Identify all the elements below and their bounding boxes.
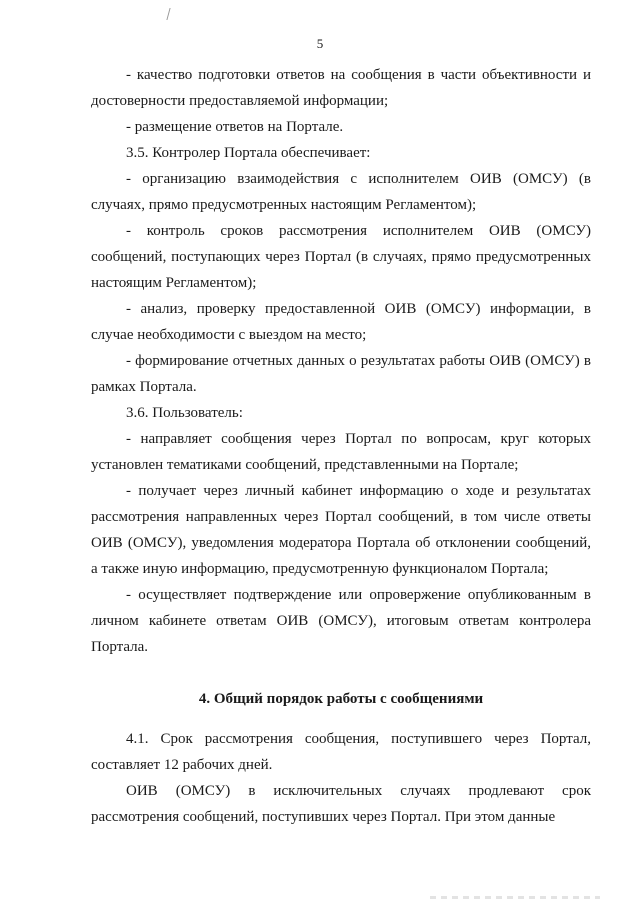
paragraph: 3.6. Пользователь:: [126, 405, 243, 421]
paragraph: - направляет сообщения через Портал по вопросам, круг которых установлен тематиками сообщений, представленными на Портале;: [91, 431, 591, 473]
paragraph: 4.1. Срок рассмотрения сообщения, поступившего через Портал, составляет 12 рабочих дней.: [91, 731, 591, 773]
document-body: [91, 62, 591, 830]
paragraph: - размещение ответов на Портале.: [126, 119, 344, 135]
paragraph: 3.5. Контролер Портала обеспечивает:: [126, 145, 371, 161]
page-number: 5: [316, 36, 324, 51]
paragraph: - организацию взаимодействия с исполнителем ОИВ (ОМСУ) (в случаях, прямо предусмотренных настоящим Регламентом);: [91, 171, 591, 213]
paragraph: - качество подготовки ответов на сообщения в части объективности и достоверности предоставляемой информации;: [91, 67, 591, 109]
paragraph: - осуществляет подтверждение или опровержение опубликованным в личном кабинете ответам ОИВ (ОМСУ), итоговым ответам контролера Портала.: [91, 587, 591, 655]
paragraph: - контроль сроков рассмотрения исполнителем ОИВ (ОМСУ) сообщений, поступающих через Портал (в случаях, прямо предусмотренных настоящим Регламентом);: [91, 223, 591, 291]
scan-mark: [166, 8, 176, 20]
paragraph: - получает через личный кабинет информацию о ходе и результатах рассмотрения направленных через Портал сообщений, в том числе ответы ОИВ (ОМСУ), уведомления модератора Портала об отклонении сообщений, а также иную информацию, предусмотренную функционалом Портала;: [91, 483, 591, 577]
scan-artifact: [430, 896, 600, 899]
paragraph: - анализ, проверку предоставленной ОИВ (ОМСУ) информации, в случае необходимости с выездом на место;: [91, 301, 591, 343]
section-heading: 4. Общий порядок работы с сообщениями: [198, 691, 484, 707]
paragraph: ОИВ (ОМСУ) в исключительных случаях продлевают срок рассмотрения сообщений, поступивших через Портал. При этом данные: [91, 783, 591, 825]
paragraph: - формирование отчетных данных о результатах работы ОИВ (ОМСУ) в рамках Портала.: [91, 353, 591, 395]
